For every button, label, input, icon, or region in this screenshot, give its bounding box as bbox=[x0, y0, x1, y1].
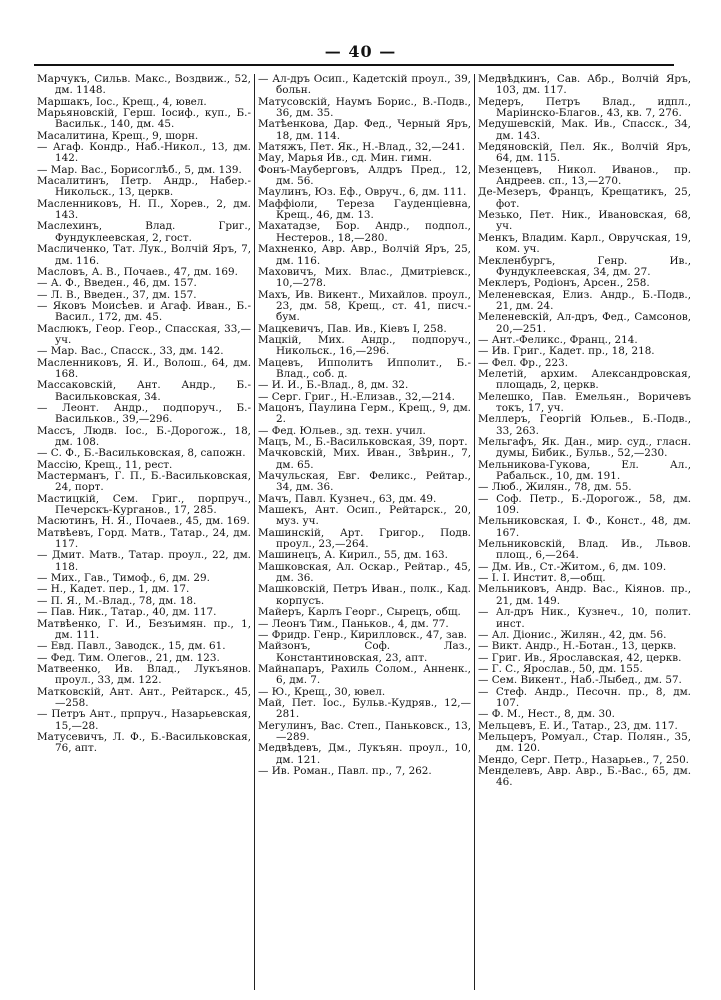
directory-entry: Машковскій, Петръ Иван., полк., Кад. корпусъ. bbox=[258, 583, 471, 607]
directory-entry: Массаковскій, Ант. Андр., Б.-Васильковская, 34. bbox=[37, 379, 251, 403]
directory-entry: Матковскій, Ант. Ант., Рейтарск., 45,—258. bbox=[37, 685, 251, 709]
directory-entry: Матѣенкова, Дар. Фед., Черный Яръ, 18, дм. 114. bbox=[258, 118, 471, 142]
directory-entry: Марчукъ, Сильв. Макс., Воздвиж., 52, дм. 1148. bbox=[37, 74, 251, 97]
directory-entry: — Стеф. Андр., Песочн. пр., 8, дм. 107. bbox=[478, 685, 691, 709]
directory-entry: Мекленбургъ, Генр. Ив., Фундуклеевская, 34, дм. 27. bbox=[478, 254, 691, 278]
directory-entry: Масленниковъ, Я. И., Волош., 64, дм. 168. bbox=[37, 356, 251, 380]
directory-entry: — Ю., Крещ., 30, ювел. bbox=[258, 685, 386, 698]
directory-entry: — Дмит. Матв., Татар. проул., 22, дм. 118. bbox=[37, 549, 251, 573]
directory-entry: Мельцевъ, Е. И., Татар., 23, дм. 117. bbox=[478, 719, 678, 732]
directory-entry: Маффіоли, Тереза Гауденціевна, Крещ., 46, дм. 13. bbox=[258, 197, 471, 222]
directory-entry: — Леонъ Тим., Паньков., 4, дм. 77. bbox=[258, 617, 449, 630]
directory-entry: Матвѣенко, Г. И., Безъимян. пр., 1, дм. 111. bbox=[37, 617, 251, 641]
directory-entry: Мегулинъ, Вас. Степ., Паньковск., 13,—289. bbox=[258, 719, 471, 743]
directory-entry: Меллеръ, Георгій Юльев., Б.-Подв., 33, 263. bbox=[478, 413, 691, 437]
directory-entry: — Петръ Ант., прпруч., Назарьевская, 15,—28. bbox=[37, 708, 251, 732]
column-2 bbox=[254, 74, 474, 990]
directory-entry: — Дм. Ив., Ст.-Житом., 6, дм. 109. bbox=[478, 560, 667, 573]
column-3 bbox=[474, 74, 694, 990]
directory-entry: Мельцеръ, Ромуал., Стар. Полян., 35, дм. 120. bbox=[478, 730, 691, 755]
directory-entry: Мезенцевъ, Никол. Иванов., пр. Андреев. сп., 13,—270. bbox=[478, 163, 691, 188]
directory-entry: — Ант.-Феликс., Франц., 214. bbox=[478, 333, 638, 346]
directory-entry: Мау, Марья Ив., сд. Мин. гимн. bbox=[258, 152, 432, 165]
directory-entry: Мелешко, Пав. Емельян., Воричевъ токъ, 17, уч. bbox=[478, 390, 691, 414]
directory-entry: Мендо, Серг. Петр., Назарьев., 7, 250. bbox=[478, 753, 689, 766]
directory-entry: Маршакъ, Іос., Крещ., 4, ювел. bbox=[37, 95, 207, 108]
directory-entry: — Н., Кадет. пер., 1, дм. 17. bbox=[37, 583, 190, 596]
directory-entry: Майзонъ, Соф. Лаз., Константиновская, 23, апт. bbox=[258, 640, 471, 664]
directory-entry: Фонъ-Мауберговъ, Алдръ Пред., 12, дм. 56. bbox=[258, 163, 471, 188]
directory-entry: Медвѣдкинъ, Сав. Абр., Волчій Яръ, 103, дм. 117. bbox=[478, 74, 691, 97]
directory-entry: Матяжъ, Пет. Як., Н.-Влад., 32,—241. bbox=[258, 141, 465, 154]
directory-entry: — Пав. Ник., Татар., 40, дм. 117. bbox=[37, 606, 217, 619]
directory-entry: — Мар. Вас., Борисоглѣб., 5, дм. 139. bbox=[37, 163, 242, 176]
directory-entry: — Ал. Діонис., Жилян., 42, дм. 56. bbox=[478, 628, 667, 641]
directory-entry: Мацкевичъ, Пав. Ив., Кіевъ I, 258. bbox=[258, 322, 447, 335]
directory-entry: Медеръ, Петръ Влад., идпл., Маріинско-Благов., 43, кв. 7, 276. bbox=[478, 95, 691, 120]
directory-entry: Мацъ, М., Б.-Васильковская, 39, порт. bbox=[258, 436, 468, 448]
directory-entry: — Сем. Викент., Наб.-Лыбед., дм. 57. bbox=[478, 674, 682, 687]
directory-entry: Мацкій, Мих. Андр., подпоруч., Никольск., 16,—296. bbox=[258, 333, 471, 358]
directory-entry: Маулинъ, Юз. Еф., Овруч., 6, дм. 111. bbox=[258, 186, 467, 199]
column-1 bbox=[34, 74, 254, 990]
directory-entry: — Яковъ Моисѣев. и Агаф. Иван., Б.-Васил., 172, дм. 45. bbox=[37, 299, 251, 324]
directory-entry: Мельгафъ, Як. Дан., мир. суд., гласн. думы, Бибик., Бульв., 52,—230. bbox=[478, 436, 691, 460]
directory-entry: Матвѣевъ, Горд. Матв., Татар., 24, дм. 117. bbox=[37, 526, 251, 551]
directory-entry: — Мар. Вас., Спасск., 33, дм. 142. bbox=[37, 345, 224, 358]
header-rule bbox=[34, 64, 674, 66]
directory-entry: Матусевичъ, Л. Ф., Б.-Васильковская, 76, апт. bbox=[37, 730, 251, 755]
directory-entry: Мачульская, Евг. Феликс., Рейтар., 34, дм. 36. bbox=[258, 470, 471, 494]
directory-entry: — Евд. Павл., Заводск., 15, дм. 61. bbox=[37, 640, 226, 653]
directory-entry: — Ф. М., Нест., 8, дм. 30. bbox=[478, 708, 615, 721]
directory-entry: — И. И., Б.-Влад., 8, дм. 32. bbox=[258, 379, 409, 392]
page-number-header: — 40 — bbox=[324, 42, 397, 61]
directory-entry: — Ал-дръ Ник., Кузнеч., 10, полит. инст. bbox=[478, 606, 691, 630]
directory-entry: — Фед. Юльев., зд. техн. учил. bbox=[258, 424, 426, 437]
directory-entry: Машинскій, Арт. Григор., Подв. проул., 23,—264. bbox=[258, 526, 471, 551]
directory-entry: Мацонъ, Паулина Герм., Крещ., 9, дм. 2. bbox=[258, 401, 471, 426]
directory-entry: Масалитина, Крещ., 9, шорн. bbox=[37, 129, 199, 142]
directory-entry: Масалитинъ, Петр. Андр., Набер.-Никольск., 13, церкв. bbox=[37, 175, 251, 199]
directory-entry: Маховичъ, Мих. Влас., Дмитріевск., 10,—278. bbox=[258, 265, 471, 290]
directory-entry: Маслюкъ, Геор. Геор., Спасская, 33,—уч. bbox=[37, 322, 251, 346]
directory-entry: Мачковскій, Мих. Иван., Звѣрин., 7, дм. 65. bbox=[258, 447, 471, 471]
directory-entry: — Фед. Тим. Олегов., 21, дм. 123. bbox=[37, 651, 220, 664]
directory-entry: Масличенко, Тат. Лук., Волчій Яръ, 7, дм. 116. bbox=[37, 243, 251, 267]
directory-entry: Мезько, Пет. Ник., Ивановская, 68, уч. bbox=[478, 209, 691, 233]
directory-entry: Медвѣдевъ, Дм., Лукъян. проул., 10, дм. 121. bbox=[258, 742, 471, 766]
directory-entry: — Серг. Григ., Н.-Елизав., 32,—214. bbox=[258, 390, 455, 403]
directory-entry: Масленниковъ, Н. П., Хорев., 2, дм. 143. bbox=[37, 197, 251, 222]
directory-entry: Мачъ, Павл. Кузнеч., 63, дм. 49. bbox=[258, 492, 437, 505]
directory-entry: Масютинъ, Н. Я., Почаев., 45, дм. 169. bbox=[37, 515, 250, 528]
directory-entry: Махненко, Авр. Авр., Волчій Яръ, 25, дм. 116. bbox=[258, 243, 471, 267]
directory-entry: Май, Пет. Іос., Бульв.-Кудряв., 12,—281. bbox=[258, 696, 471, 721]
directory-entry: — Ив. Григ., Кадет. пр., 18, 218. bbox=[478, 345, 655, 358]
directory-entry: Медяновскій, Пел. Як., Волчій Яръ, 64, дм. 115. bbox=[478, 141, 691, 165]
directory-entry: — Люб., Жилян., 78, дм. 55. bbox=[478, 481, 632, 494]
directory-entry: — Л. В., Введен., 37, дм. 157. bbox=[37, 288, 197, 301]
directory-entry: Матвеенко, Ив. Влад., Лукъянов. проул., 33, дм. 122. bbox=[37, 662, 251, 687]
directory-entry: Массъ, Людв. Іос., Б.-Дорогож., 18, дм. 108. bbox=[37, 424, 251, 448]
directory-entry: Масловъ, А. В., Почаев., 47, дм. 169. bbox=[37, 265, 238, 278]
directory-entry: Мельникова-Гукова, Ел. Ал., Рабальск., 10, дм. 191. bbox=[478, 458, 691, 483]
directory-entry: Марьяновскій, Герш. Іосиф., куп., Б.-Васильк., 140, дм. 45. bbox=[37, 107, 251, 131]
directory-entry: Меклеръ, Родіонъ, Арсен., 258. bbox=[478, 277, 650, 290]
directory-entry: — Ив. Роман., Павл. пр., 7, 262. bbox=[258, 764, 432, 777]
directory-entry: — Соф. Петр., Б.-Дорогож., 58, дм. 109. bbox=[478, 492, 691, 517]
directory-entry: — Фридр. Генр., Кирилловск., 47, зав. bbox=[258, 628, 467, 641]
directory-entry: — П. Я., М.-Влад., 78, дм. 18. bbox=[37, 594, 197, 607]
directory-entry: Маслехинъ, Влад. Григ., Фундуклеевская, 2, гост. bbox=[37, 220, 251, 244]
directory-entry: Майеръ, Карлъ Георг., Сырецъ, общ. bbox=[258, 606, 461, 619]
directory-entry: Машекъ, Ант. Осип., Рейтарск., 20, муз. уч. bbox=[258, 504, 471, 528]
directory-entry: Медушевскій, Мак. Ив., Спасск., 34, дм. 143. bbox=[478, 118, 691, 142]
directory-entry: Мельниковскій, Влад. Ив., Львов. площ., 6,—264. bbox=[478, 538, 691, 562]
directory-entry: Меленевская, Елиз. Андр., Б.-Подв., 21, дм. 24. bbox=[478, 288, 691, 312]
directory-entry: — Ал-дръ Осип., Кадетскій проул., 39, больн. bbox=[258, 74, 471, 97]
directory-entry: — Леонт. Андр., подпоруч., Б.-Васильков., 39,—296. bbox=[37, 401, 251, 426]
directory-entry: Машинецъ, А. Кирил., 55, дм. 163. bbox=[258, 549, 448, 562]
directory-entry: Машковская, Ал. Оскар., Рейтар., 45, дм. 36. bbox=[258, 560, 471, 585]
directory-entry: Де-Мезеръ, Францъ, Крещатикъ, 25, фот. bbox=[478, 186, 691, 210]
directory-entry: Майнапаръ, Рахиль Солом., Анненк., 6, дм. 7. bbox=[258, 662, 471, 687]
directory-entry: — Викт. Андр., Н.-Ботан., 13, церкв. bbox=[478, 640, 677, 653]
directory-entry: — Агаф. Кондр., Наб.-Никол., 13, дм. 142. bbox=[37, 141, 251, 165]
directory-entry: — І. І. Инстит. 8,—общ. bbox=[478, 572, 606, 585]
directory-entry: Мацевъ, Ипполитъ Ипполит., Б.-Влад., соб. д. bbox=[258, 356, 471, 380]
directory-entry: Мастицкій, Сем. Григ., порпруч., Печерскъ-Курганов., 17, 285. bbox=[37, 492, 251, 517]
directory-entry: Махъ, Ив. Викент., Михайлов. проул., 23, дм. 58, Крещ., ст. 41, писч.-бум. bbox=[258, 288, 471, 324]
directory-entry: — Мих., Гав., Тимоф., 6, дм. 29. bbox=[37, 572, 210, 585]
directory-entry: Мельниковская, І. Ф., Конст., 48, дм. 167. bbox=[478, 515, 691, 539]
directory-entry: — Григ. Ив., Ярославская, 42, церкв. bbox=[478, 651, 682, 664]
directory-entry: — Г. С., Ярослав., 50, дм. 155. bbox=[478, 662, 643, 675]
directory-entry: Массію, Крещ., 11, рест. bbox=[37, 458, 173, 471]
directory-entry: — А. Ф., Введен., 46, дм. 157. bbox=[37, 277, 197, 290]
directory-entry: — Фел. Фр., 223. bbox=[478, 356, 568, 369]
directory-entry: Мелетій, архим. Александровская, площадь, 2, церкв. bbox=[478, 367, 691, 392]
directory-entry: Мельниковъ, Андр. Вас., Кіянов. пр., 21, дм. 149. bbox=[478, 583, 691, 607]
entries-columns bbox=[34, 74, 694, 990]
directory-entry: Матусовскій, Наумъ Борис., В.-Подв., 36, дм. 35. bbox=[258, 95, 471, 120]
directory-entry: Мастерманъ, Г. П., Б.-Васильковская, 24, порт. bbox=[37, 470, 251, 494]
directory-entry: Махатадзе, Бор. Андр., подпол., Нестеров., 18,—280. bbox=[258, 220, 471, 244]
directory-entry: Меленевскій, Ал-дръ, Фед., Самсонов, 20,—251. bbox=[478, 311, 691, 335]
directory-entry: Менделевъ, Авр. Авр., Б.-Вас., 65, дм. 46. bbox=[478, 764, 691, 789]
directory-entry: Менкъ, Владим. Карл., Овручская, 19, ком. уч. bbox=[478, 231, 691, 256]
directory-entry: — С. Ф., Б.-Васильковская, 8, сапожн. bbox=[37, 447, 246, 460]
